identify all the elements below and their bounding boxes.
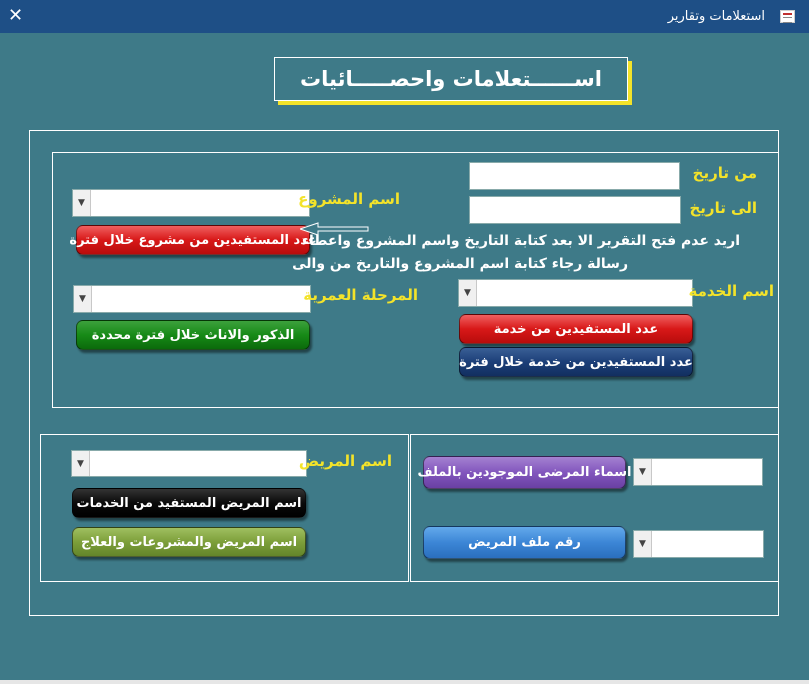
page-title: اســــــتعلامات واحصـــــائيات [300, 67, 602, 91]
project-name-label: اسم المشروع [298, 190, 400, 208]
note-line-1: اريد عدم فتح التقرير الا بعد كتابة التاريخ واسم المشروع واعطاء [301, 233, 740, 249]
males-females-period-button[interactable]: الذكور والاناث خلال فترة محددة [76, 320, 310, 350]
patient-name-label: اسم المريض [298, 452, 392, 470]
service-name-combobox[interactable] [458, 279, 693, 307]
from-date-label: من تاريخ [692, 164, 757, 182]
patient-projects-treatment-button[interactable]: اسم المريض والمشروعات والعلاج [72, 527, 306, 557]
patient-file-number-combobox[interactable] [633, 530, 764, 558]
patient-services-button[interactable]: اسم المريض المستفيد من الخدمات [72, 488, 306, 518]
to-date-label: الى تاريخ [689, 199, 757, 217]
close-icon[interactable]: ✕ [8, 5, 24, 26]
age-stage-label: المرحلة العمرية [303, 286, 418, 304]
title-bar [0, 0, 809, 33]
age-stage-combobox[interactable] [73, 285, 311, 313]
note-line-2: رسالة رجاء كتابة اسم المشروع والتاريخ من والى [292, 256, 628, 272]
chevron-down-icon[interactable]: ▼ [72, 451, 90, 476]
chevron-down-icon[interactable]: ▼ [634, 459, 652, 485]
patients-in-file-button[interactable]: اسماء المرضى الموجودين بالملف [423, 456, 626, 489]
to-date-field[interactable] [469, 196, 681, 224]
chevron-down-icon[interactable]: ▼ [634, 531, 652, 557]
chevron-down-icon[interactable]: ▼ [459, 280, 477, 306]
form-icon [780, 10, 795, 23]
beneficiaries-service-period-button[interactable]: عدد المستفيدين من خدمة خلال فترة [459, 347, 693, 377]
from-date-field[interactable] [469, 162, 680, 190]
chevron-down-icon[interactable]: ▼ [74, 286, 92, 312]
chevron-down-icon[interactable]: ▼ [73, 190, 91, 216]
beneficiaries-service-button[interactable]: عدد المستفيدين من خدمة [459, 314, 693, 344]
status-strip [0, 680, 809, 684]
patient-file-number-button[interactable]: رقم ملف المريض [423, 526, 626, 559]
beneficiaries-project-period-button[interactable]: عدد المستفيدين من مشروع خلال فترة [76, 225, 310, 255]
patient-name-combobox[interactable] [71, 450, 307, 477]
page-heading-box [274, 57, 628, 101]
patients-in-file-combobox[interactable] [633, 458, 763, 486]
service-name-label: اسم الخدمة [688, 282, 774, 300]
project-name-combobox[interactable] [72, 189, 310, 217]
window-title: استعلامات وتقارير [667, 9, 765, 24]
